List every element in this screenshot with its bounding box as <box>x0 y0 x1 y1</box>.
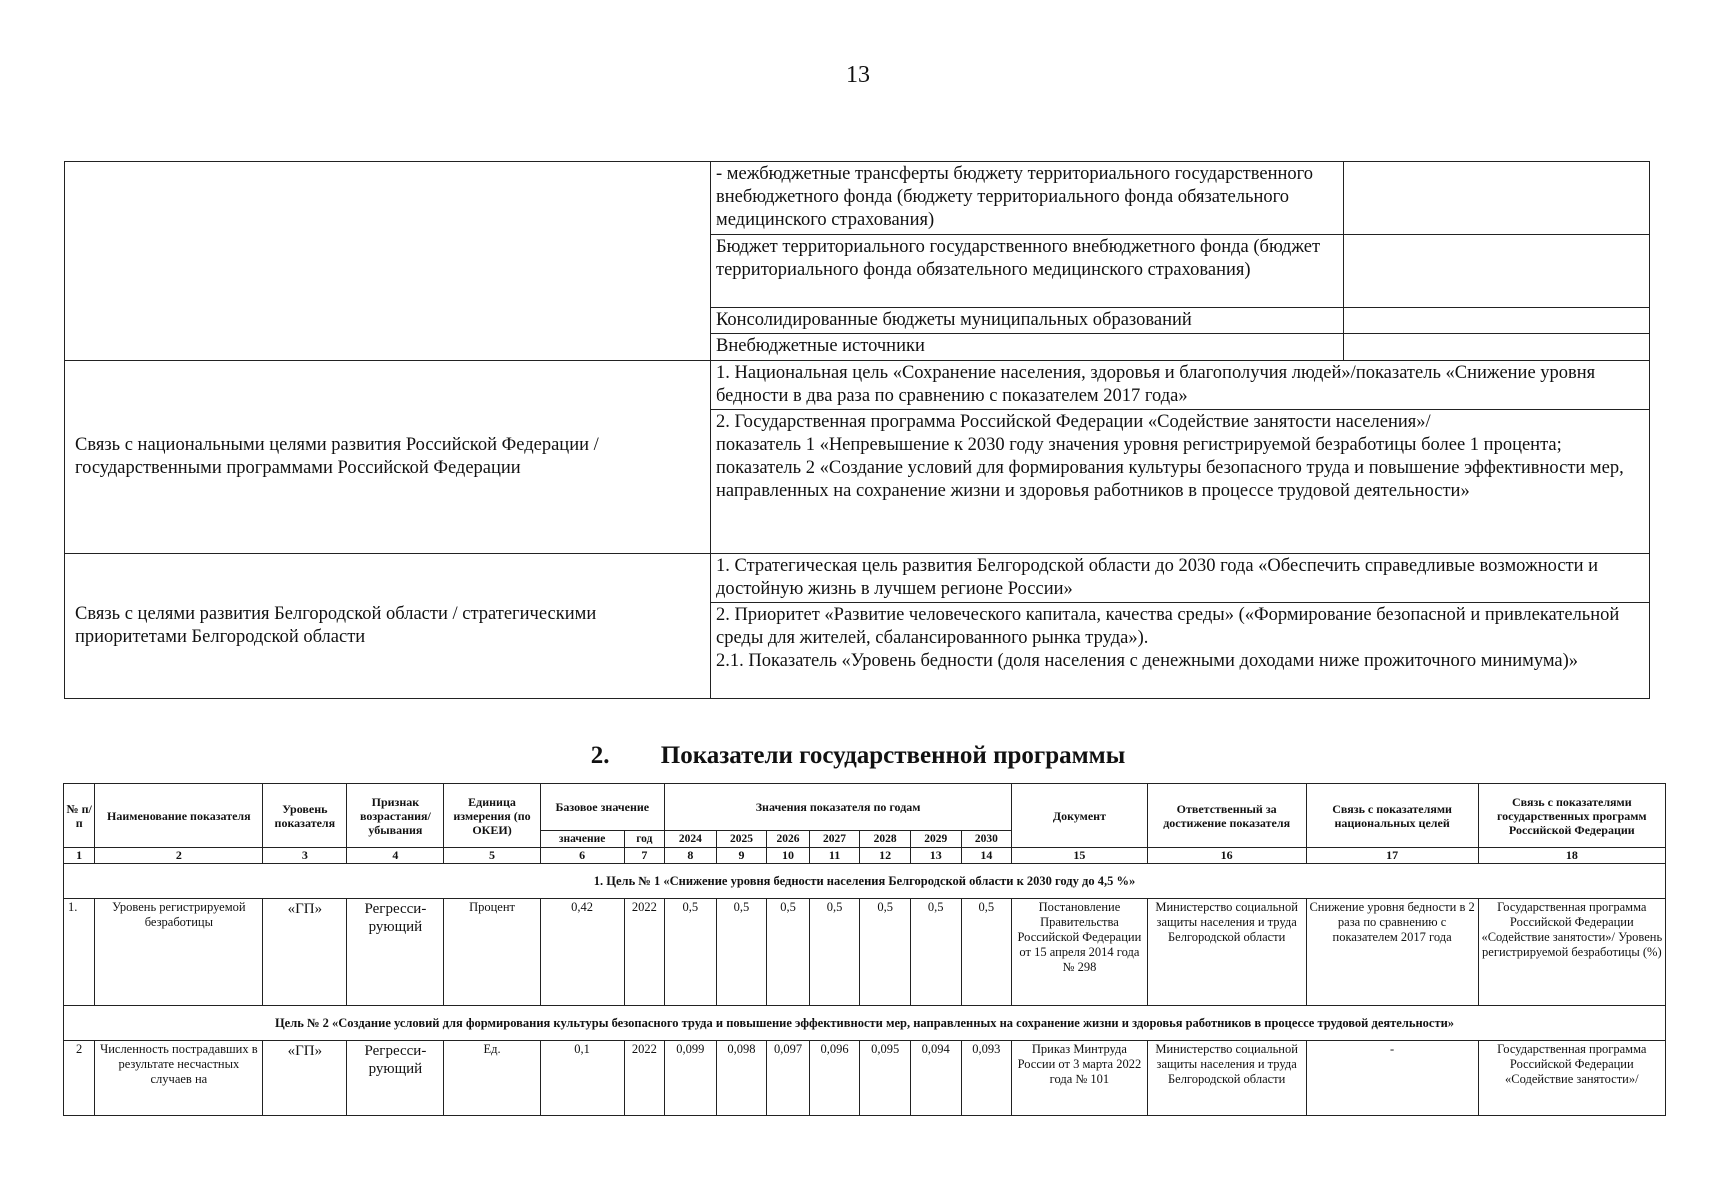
funding-value <box>1344 334 1650 361</box>
header-responsible: Ответственный за достижение показателя <box>1147 784 1306 848</box>
row-num: 1. <box>64 899 95 1006</box>
header-year: 2029 <box>910 831 961 848</box>
program-links-table <box>64 161 1650 699</box>
funding-value <box>1344 308 1650 334</box>
region-priority-line: 2.1. Показатель «Уровень бедности (доля населения с денежными доходами ниже прожиточного минимума)» <box>716 651 1579 671</box>
column-number: 12 <box>860 848 911 864</box>
header-num: № п/п <box>64 784 95 848</box>
year-value: 0,099 <box>665 1041 717 1116</box>
column-number-row <box>64 848 1666 864</box>
header-year: 2027 <box>809 831 860 848</box>
state-program-line: показатель 1 «Непревышение к 2030 году значения уровня регистрируемой безработицы более 1 процента; <box>716 435 1562 455</box>
section-number: 2. <box>590 742 610 769</box>
indicator-document: Приказ Минтруда России от 3 марта 2022 года № 101 <box>1012 1041 1148 1116</box>
state-program-line: показатель 2 «Создание условий для формирования культуры безопасного труда и повышение эффективности мер, направленных на сохранение жизни и здоровья работников в процессе трудовой деятельности» <box>716 458 1624 501</box>
section-title-text: Показатели государственной программы <box>660 742 1126 769</box>
indicator-document: Постановление Правительства Российской Федерации от 15 апреля 2014 года № 298 <box>1012 899 1148 1006</box>
indicator-national-link: Снижение уровня бедности в 2 раза по сравнению с показателем 2017 года <box>1306 899 1478 1006</box>
column-number: 16 <box>1147 848 1306 864</box>
year-value: 0,5 <box>767 899 810 1006</box>
column-number: 1 <box>64 848 95 864</box>
column-number: 15 <box>1012 848 1148 864</box>
funding-source: Внебюджетные источники <box>711 334 1344 361</box>
header-by-years: Значения показателя по годам <box>665 784 1012 831</box>
goal-2-title: Цель № 2 «Создание условий для формирования культуры безопасного труда и повышение эффективности мер, направленных на сохранение жизни и здоровья работников в процессе трудовой деятельности» <box>64 1006 1666 1041</box>
funding-row <box>65 162 1650 235</box>
national-link-label: Связь с национальными целями развития Российской Федерации / государственными программами Российской Федерации <box>65 361 711 554</box>
header-year: 2024 <box>665 831 717 848</box>
header-row <box>64 784 1666 831</box>
funding-source: Консолидированные бюджеты муниципальных образований <box>711 308 1344 334</box>
funding-source: - межбюджетные трансферты бюджету территориального государственного внебюджетного фонда (бюджету территориального фонда обязательного медицинского страхования) <box>711 162 1344 235</box>
header-year: 2028 <box>860 831 911 848</box>
column-number: 13 <box>910 848 961 864</box>
indicator-level: «ГП» <box>263 1041 347 1116</box>
base-year: 2022 <box>624 1041 664 1116</box>
column-number: 5 <box>444 848 540 864</box>
header-year: 2026 <box>767 831 810 848</box>
base-value: 0,1 <box>540 1041 624 1116</box>
indicator-responsible: Министерство социальной защиты населения и труда Белгородской области <box>1147 1041 1306 1116</box>
header-year: 2025 <box>716 831 767 848</box>
year-value: 0,5 <box>716 899 767 1006</box>
header-national-link: Связь с показателями национальных целей <box>1306 784 1478 848</box>
base-year: 2022 <box>624 899 664 1006</box>
indicator-responsible: Министерство социальной защиты населения и труда Белгородской области <box>1147 899 1306 1006</box>
indicator-sign: Регресси-рующий <box>347 1041 444 1116</box>
indicator-unit: Процент <box>444 899 540 1006</box>
year-value: 0,095 <box>860 1041 911 1116</box>
header-program-link: Связь с показателями государственных программ Российской Федерации <box>1478 784 1665 848</box>
indicator-name: Уровень регистрируемой безработицы <box>95 899 263 1006</box>
indicator-unit: Ед. <box>444 1041 540 1116</box>
base-value: 0,42 <box>540 899 624 1006</box>
indicator-program-link: Государственная программа Российской Федерации «Содействие занятости»/ <box>1478 1041 1665 1116</box>
region-link-label: Связь с целями развития Белгородской области / стратегическими приоритетами Белгородской области <box>65 554 711 699</box>
column-number: 11 <box>809 848 860 864</box>
year-value: 0,093 <box>961 1041 1012 1116</box>
header-level: Уровень показателя <box>263 784 347 848</box>
region-priority-line: 2. Приоритет «Развитие человеческого капитала, качества среды» («Формирование безопасной и привлекательной среды для жителей, сбалансированного рынка труда»). <box>716 605 1620 648</box>
indicator-sign: Регресси-рующий <box>347 899 444 1006</box>
year-value: 0,5 <box>910 899 961 1006</box>
national-link-row <box>65 361 1650 410</box>
column-number: 18 <box>1478 848 1665 864</box>
column-number: 3 <box>263 848 347 864</box>
state-program-line: 2. Государственная программа Российской Федерации «Содействие занятости населения»/ <box>716 412 1431 432</box>
indicator-name: Численность пострадавших в результате несчастных случаев на <box>95 1041 263 1116</box>
year-value: 0,094 <box>910 1041 961 1116</box>
column-number: 14 <box>961 848 1012 864</box>
empty-cell <box>65 162 711 361</box>
header-document: Документ <box>1012 784 1148 848</box>
state-program-item <box>711 410 1650 554</box>
column-number: 10 <box>767 848 810 864</box>
indicator-program-link: Государственная программа Российской Федерации «Содействие занятости»/ Уровень регистрируемой безработицы (%) <box>1478 899 1665 1006</box>
header-year: 2030 <box>961 831 1012 848</box>
page-number: 13 <box>846 62 870 88</box>
year-value: 0,5 <box>665 899 717 1006</box>
column-number: 4 <box>347 848 444 864</box>
goal-row <box>64 864 1666 899</box>
header-base-value: значение <box>540 831 624 848</box>
funding-value <box>1344 162 1650 235</box>
region-priority-item <box>711 603 1650 699</box>
region-goal-item: 1. Стратегическая цель развития Белгородской области до 2030 года «Обеспечить справедливые возможности и достойную жизнь в лучшем регионе России» <box>711 554 1650 603</box>
funding-value <box>1344 235 1650 308</box>
column-number: 7 <box>624 848 664 864</box>
indicator-national-link: - <box>1306 1041 1478 1116</box>
table-row <box>64 899 1666 1006</box>
header-base-year: год <box>624 831 664 848</box>
header-name: Наименование показателя <box>95 784 263 848</box>
indicators-table <box>63 783 1666 1116</box>
year-value: 0,096 <box>809 1041 860 1116</box>
year-value: 0,5 <box>961 899 1012 1006</box>
header-base: Базовое значение <box>540 784 664 831</box>
row-num: 2 <box>64 1041 95 1116</box>
national-goal-item: 1. Национальная цель «Сохранение населения, здоровья и благополучия людей»/показатель «Снижение уровня бедности в два раза по сравнению с показателем 2017 года» <box>711 361 1650 410</box>
goal-1-title: 1. Цель № 1 «Снижение уровня бедности населения Белгородской области к 2030 году до 4,5 %» <box>64 864 1666 899</box>
column-number: 17 <box>1306 848 1478 864</box>
year-value: 0,098 <box>716 1041 767 1116</box>
region-link-row <box>65 554 1650 603</box>
year-value: 0,5 <box>860 899 911 1006</box>
goal-row <box>64 1006 1666 1041</box>
table-row <box>64 1041 1666 1116</box>
header-unit: Единица измерения (по ОКЕИ) <box>444 784 540 848</box>
indicator-level: «ГП» <box>263 899 347 1006</box>
header-sign: Признак возрастания/ убывания <box>347 784 444 848</box>
column-number: 8 <box>665 848 717 864</box>
column-number: 9 <box>716 848 767 864</box>
year-value: 0,097 <box>767 1041 810 1116</box>
column-number: 2 <box>95 848 263 864</box>
year-value: 0,5 <box>809 899 860 1006</box>
funding-source: Бюджет территориального государственного внебюджетного фонда (бюджет территориального фонда обязательного медицинского страхования) <box>711 235 1344 308</box>
column-number: 6 <box>540 848 624 864</box>
section-title <box>0 742 1716 770</box>
